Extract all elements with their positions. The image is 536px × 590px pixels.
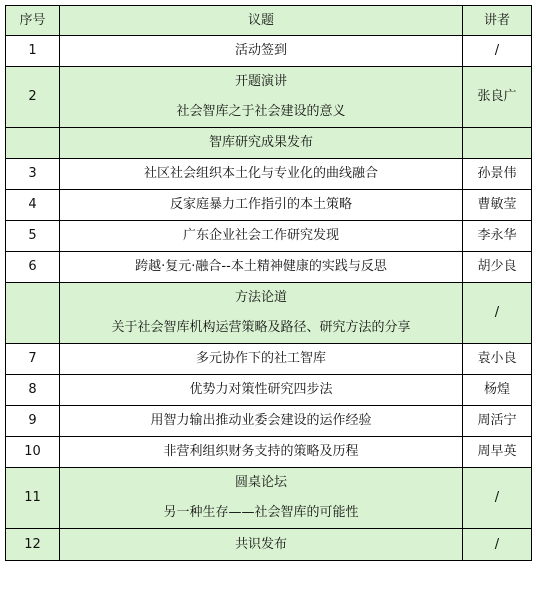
row-number: 5 xyxy=(6,221,60,252)
row-number: 4 xyxy=(6,190,60,221)
agenda-row xyxy=(6,406,532,437)
row-speaker: / xyxy=(463,468,532,529)
topic-title: 社区社会组织本土化与专业化的曲线融合 xyxy=(143,166,378,181)
topic-title: 多元协作下的社工智库 xyxy=(195,351,326,366)
row-number: 10 xyxy=(6,437,60,468)
row-speaker: 李永华 xyxy=(463,221,532,252)
header-row xyxy=(6,6,532,36)
topic-subtitle: 另一种生存——社会智库的可能性 xyxy=(163,505,359,520)
row-speaker: 周活宁 xyxy=(463,406,532,437)
agenda-row xyxy=(6,529,532,561)
row-speaker: / xyxy=(463,36,532,67)
row-speaker: 张良广 xyxy=(463,67,532,128)
topic-title: 圆桌论坛 xyxy=(234,475,287,490)
row-speaker: 曹敏莹 xyxy=(463,190,532,221)
topic-title: 反家庭暴力工作指引的本土策略 xyxy=(169,197,352,212)
row-number: 12 xyxy=(6,529,60,561)
topic-title: 共识发布 xyxy=(234,536,287,552)
agenda-row xyxy=(6,252,532,283)
row-speaker: / xyxy=(463,283,532,344)
row-number: 6 xyxy=(6,252,60,283)
agenda-row xyxy=(6,128,532,159)
row-number xyxy=(6,283,60,344)
agenda-body xyxy=(6,36,532,561)
topic-title: 方法论道 xyxy=(234,290,287,305)
row-speaker xyxy=(463,128,532,159)
row-topic xyxy=(60,252,463,283)
row-number: 1 xyxy=(6,36,60,67)
topic-title: 开题演讲 xyxy=(234,74,287,89)
topic-title: 跨越·复元·融合--本土精神健康的实践与反思 xyxy=(135,259,387,274)
row-topic xyxy=(60,529,463,561)
row-number: 2 xyxy=(6,67,60,128)
row-topic xyxy=(60,67,463,128)
topic-subtitle: 关于社会智库机构运营策略及路径、研究方法的分享 xyxy=(111,320,411,335)
agenda-row xyxy=(6,375,532,406)
row-number: 7 xyxy=(6,344,60,375)
row-speaker: 周早英 xyxy=(463,437,532,468)
row-topic xyxy=(60,437,463,468)
agenda-row xyxy=(6,283,532,344)
header-topic: 议题 xyxy=(60,6,463,36)
row-topic xyxy=(60,468,463,529)
row-number: 3 xyxy=(6,159,60,190)
agenda-row xyxy=(6,67,532,128)
row-speaker: / xyxy=(463,529,532,561)
agenda-row xyxy=(6,36,532,67)
header-speaker: 讲者 xyxy=(463,6,532,36)
agenda-row xyxy=(6,437,532,468)
row-topic xyxy=(60,406,463,437)
row-speaker: 袁小良 xyxy=(463,344,532,375)
row-topic xyxy=(60,344,463,375)
topic-title: 优势力对策性研究四步法 xyxy=(189,382,333,397)
topic-subtitle: 社会智库之于社会建设的意义 xyxy=(176,104,346,119)
row-number: 8 xyxy=(6,375,60,406)
row-speaker: 杨煌 xyxy=(463,375,532,406)
row-speaker: 胡少良 xyxy=(463,252,532,283)
row-topic xyxy=(60,283,463,344)
agenda-row xyxy=(6,159,532,190)
row-topic xyxy=(60,375,463,406)
agenda-row xyxy=(6,344,532,375)
row-number xyxy=(6,128,60,159)
row-topic xyxy=(60,159,463,190)
row-topic xyxy=(60,221,463,252)
header-number: 序号 xyxy=(6,6,60,36)
topic-title: 活动签到 xyxy=(234,43,287,58)
agenda-row xyxy=(6,468,532,529)
topic-title: 广东企业社会工作研究发现 xyxy=(182,228,339,243)
topic-title: 智库研究成果发布 xyxy=(208,135,313,150)
topic-title: 用智力输出推动业委会建设的运作经验 xyxy=(150,413,372,428)
row-topic xyxy=(60,36,463,67)
agenda-row xyxy=(6,221,532,252)
row-topic xyxy=(60,128,463,159)
row-number: 9 xyxy=(6,406,60,437)
agenda-table xyxy=(5,5,532,561)
agenda-row xyxy=(6,190,532,221)
topic-title: 非营利组织财务支持的策略及历程 xyxy=(163,444,359,459)
row-speaker: 孙景伟 xyxy=(463,159,532,190)
row-number: 11 xyxy=(6,468,60,529)
row-topic xyxy=(60,190,463,221)
